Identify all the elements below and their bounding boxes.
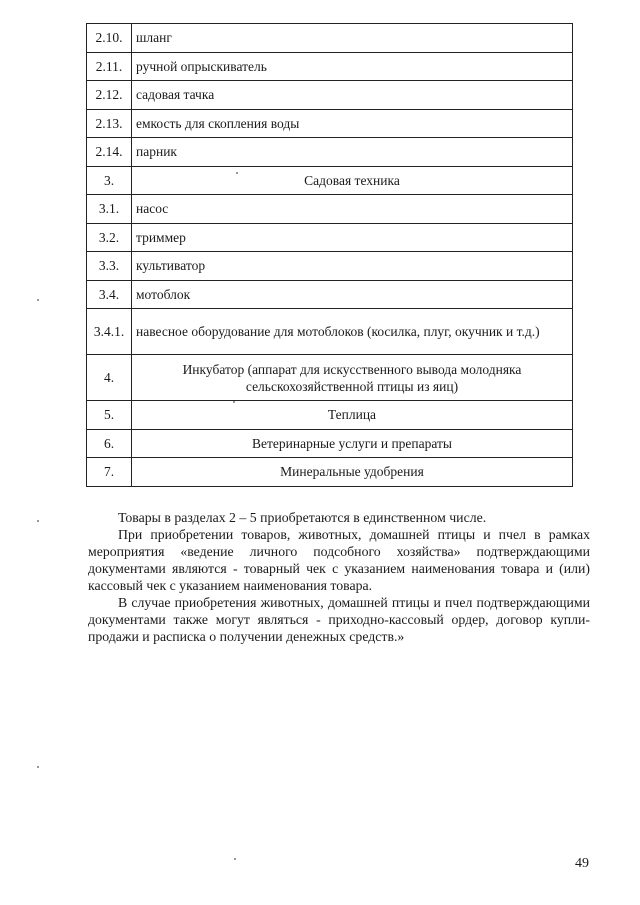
scan-speck [37, 766, 39, 768]
row-item-name: Минеральные удобрения [132, 458, 573, 487]
scan-speck [233, 401, 235, 403]
row-item-name: Ветеринарные услуги и препараты [132, 429, 573, 458]
row-item-name: насос [132, 195, 573, 224]
scan-speck [236, 172, 238, 174]
table-row [87, 252, 573, 281]
row-item-name: ручной опрыскиватель [132, 52, 573, 81]
row-number: 3.4.1. [87, 309, 132, 355]
table-row [87, 138, 573, 167]
table-row [87, 309, 573, 355]
table-row [87, 223, 573, 252]
paragraph-supporting-documents: При приобретении товаров, животных, домашней птицы и пчел в рамках мероприятия «ведение личного подсобного хозяйства» подтверждающими документами являются - товарный чек с указанием наименования товара и (или) кассовый чек с указанием наименования товара. [88, 527, 590, 593]
scan-speck [37, 520, 39, 522]
row-item-name: парник [132, 138, 573, 167]
row-item-name: Теплица [132, 401, 573, 430]
scan-speck [37, 299, 39, 301]
paragraph-animals-documents: В случае приобретения животных, домашней птицы и пчел подтверждающими документами также могут являться - приходно-кассовый ордер, договор купли-продажи и расписка о получении денежных средств.» [88, 595, 590, 644]
row-number: 4. [87, 355, 132, 401]
table-row [87, 81, 573, 110]
row-number: 2.12. [87, 81, 132, 110]
row-number: 5. [87, 401, 132, 430]
row-item-name: садовая тачка [132, 81, 573, 110]
row-number: 2.14. [87, 138, 132, 167]
paragraph-sections-rule: Товары в разделах 2 – 5 приобретаются в единственном числе. [118, 510, 487, 525]
goods-table-body [87, 24, 573, 487]
table-row [87, 195, 573, 224]
row-number: 3.3. [87, 252, 132, 281]
row-number: 2.13. [87, 109, 132, 138]
row-item-name: навесное оборудование для мотоблоков (косилка, плуг, окучник и т.д.) [132, 309, 573, 355]
row-number: 3.4. [87, 280, 132, 309]
table-row [87, 52, 573, 81]
table-row [87, 109, 573, 138]
row-number: 3.2. [87, 223, 132, 252]
row-item-name: Инкубатор (аппарат для искусственного вывода молодняка сельскохозяйственной птицы из яиц) [132, 355, 573, 401]
row-number: 7. [87, 458, 132, 487]
row-item-name: триммер [132, 223, 573, 252]
row-number: 6. [87, 429, 132, 458]
table-row [87, 458, 573, 487]
row-number: 2.10. [87, 24, 132, 53]
page-number: 49 [575, 856, 589, 871]
row-number: 3.1. [87, 195, 132, 224]
table-row [87, 166, 573, 195]
row-item-name: Садовая техника [132, 166, 573, 195]
goods-table [86, 23, 573, 487]
row-item-name: емкость для скопления воды [132, 109, 573, 138]
body-text [88, 509, 590, 645]
table-row [87, 280, 573, 309]
table-row [87, 355, 573, 401]
scan-speck [234, 858, 236, 860]
row-item-name: культиватор [132, 252, 573, 281]
table-row [87, 429, 573, 458]
row-number: 2.11. [87, 52, 132, 81]
row-number: 3. [87, 166, 132, 195]
table-row [87, 401, 573, 430]
table-row [87, 24, 573, 53]
row-item-name: шланг [132, 24, 573, 53]
row-item-name: мотоблок [132, 280, 573, 309]
